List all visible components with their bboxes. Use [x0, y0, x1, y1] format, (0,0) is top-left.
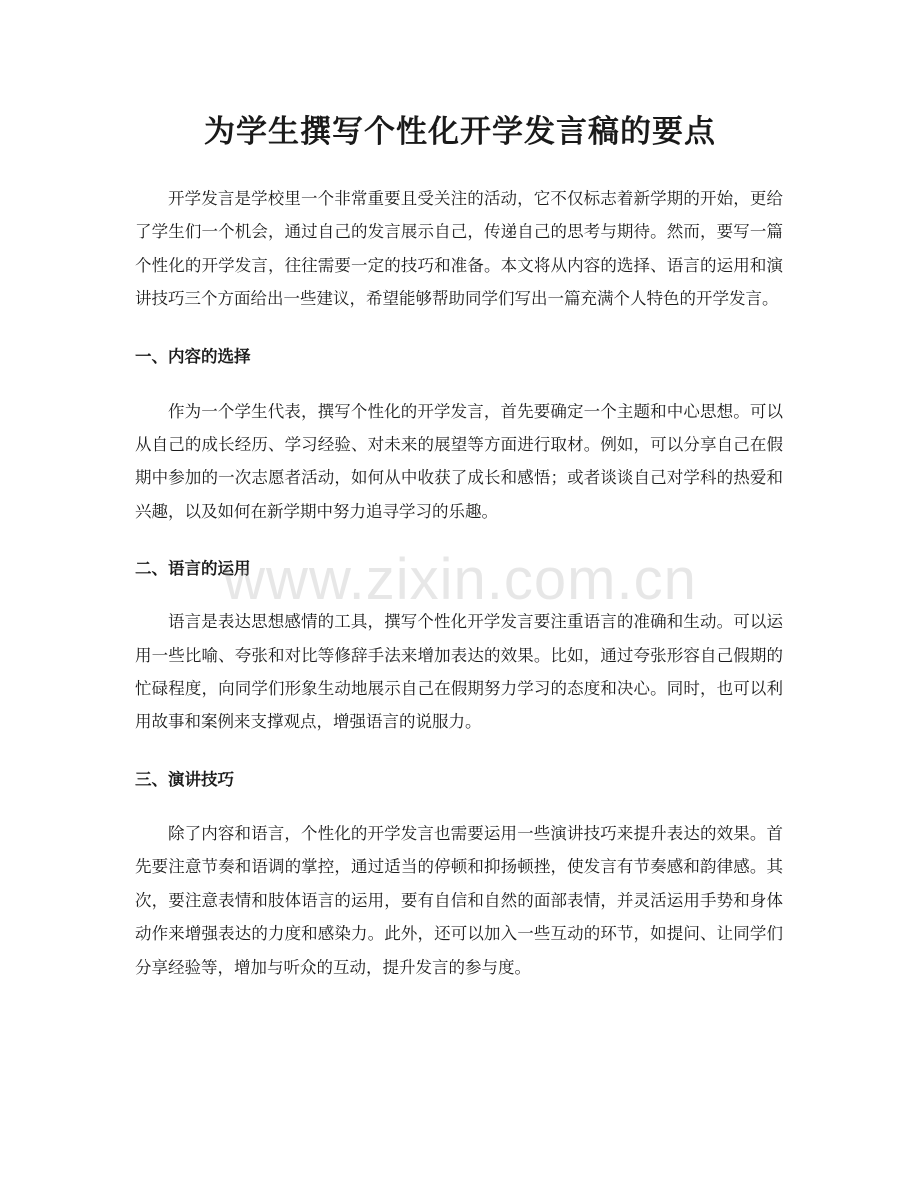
watermark: www.zixin.com.cn — [223, 547, 697, 612]
section-paragraph-content: 作为一个学生代表，撰写个性化的开学发言，首先要确定一个主题和中心思想。可以从自己的成长经历、学习经验、对未来的展望等方面进行取材。例如，可以分享自己在假期中参加的一次志愿者活动，如何从中收获了成长和感悟；或者谈谈自己对学科的热爱和兴趣，以及如何在新学期中努力追寻学习的乐趣。 — [135, 401, 783, 521]
intro-paragraph: 开学发言是学校里一个非常重要且受关注的活动，它不仅标志着新学期的开始，更给了学生们一个机会，通过自己的发言展示自己，传递自己的思考与期待。然而，要写一篇个性化的开学发言，往往需要一定的技巧和准备。本文将从内容的选择、语言的运用和演讲技巧三个方面给出一些建议，希望能够帮助同学们写出一篇充满个人特色的开学发言。 — [135, 189, 783, 309]
document-title: 为学生撰写个性化开学发言稿的要点 — [204, 114, 716, 150]
section-paragraph-language: 语言是表达思想感情的工具，撰写个性化开学发言要注重语言的准确和生动。可以运用一些比喻、夸张和对比等修辞手法来增加表达的效果。比如，通过夸张形容自己假期的忙碌程度，向同学们形象生动地展示自己在假期努力学习的态度和决心。同时，也可以利用故事和案例来支撑观点，增强语言的说服力。 — [135, 612, 783, 732]
section-heading-speech: 三、演讲技巧 — [135, 769, 234, 789]
section-paragraph-speech: 除了内容和语言，个性化的开学发言也需要运用一些演讲技巧来提升表达的效果。首先要注意节奏和语调的掌控，通过适当的停顿和抑扬顿挫，使发言有节奏感和韵律感。其次，要注意表情和肢体语言的运用，要有自信和自然的面部表情，并灵活运用手势和身体动作来增强表达的力度和感染力。此外，还可以加入一些互动的环节，如提问、让同学们分享经验等，增加与听众的互动，提升发言的参与度。 — [135, 823, 783, 977]
document-body — [135, 182, 783, 984]
section-heading-language: 二、语言的运用 — [135, 559, 251, 579]
section-heading-content: 一、内容的选择 — [135, 346, 251, 366]
